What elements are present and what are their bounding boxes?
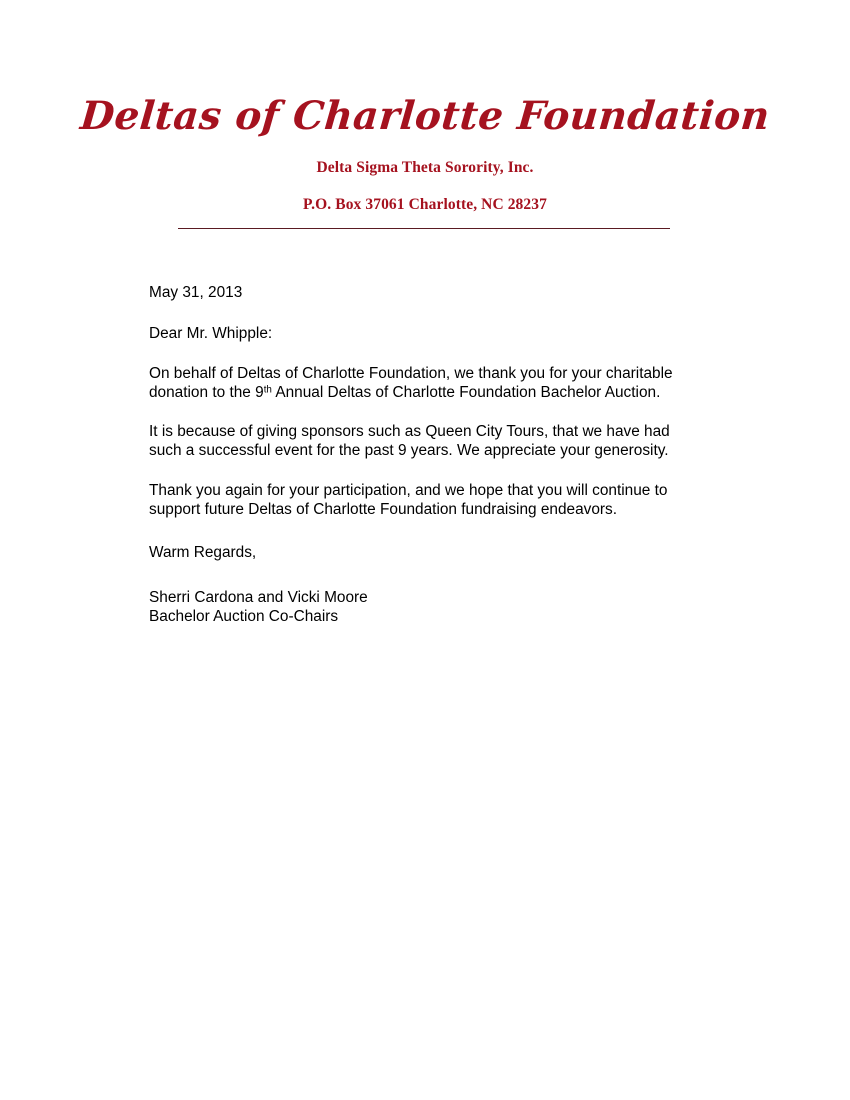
ordinal-number: 9 [255, 383, 264, 401]
organization-affiliation: Delta Sigma Theta Sorority, Inc. [316, 158, 534, 176]
organization-name: Deltas of Charlotte Foundation [78, 93, 772, 139]
organization-address: P.O. Box 37061 Charlotte, NC 28237 [303, 195, 547, 213]
letterhead [0, 93, 850, 214]
paragraph-1-text-after-ordinal: Annual Deltas of Charlotte Foundation Bachelor Auction. [271, 383, 661, 401]
letter-body [149, 283, 705, 626]
letter-date: May 31, 2013 [149, 284, 243, 301]
signatory-title: Bachelor Auction Co-Chairs [149, 607, 339, 625]
letterhead-divider [178, 228, 670, 229]
letter-salutation: Dear Mr. Whipple: [149, 325, 273, 343]
letter-closing: Warm Regards, [149, 544, 257, 562]
letter-paragraph-3: Thank you again for your participation, and we hope that you will continue to support future Deltas of Charlotte Foundation fundraising endeavors. [149, 481, 668, 519]
ordinal-suffix: th [263, 384, 272, 396]
signatory-names: Sherri Cardona and Vicki Moore [149, 588, 368, 606]
letter-paragraph-2: It is because of giving sponsors such as Queen City Tours, that we have had such a successful event for the past 9 years. We appreciate your generosity. [149, 423, 670, 460]
letter-paragraph-1 [149, 364, 705, 403]
paragraph-1-text-before-ordinal: On behalf of Deltas of Charlotte Foundation, we thank you for your charitable donation to the [149, 364, 673, 401]
signature-block [149, 588, 705, 627]
